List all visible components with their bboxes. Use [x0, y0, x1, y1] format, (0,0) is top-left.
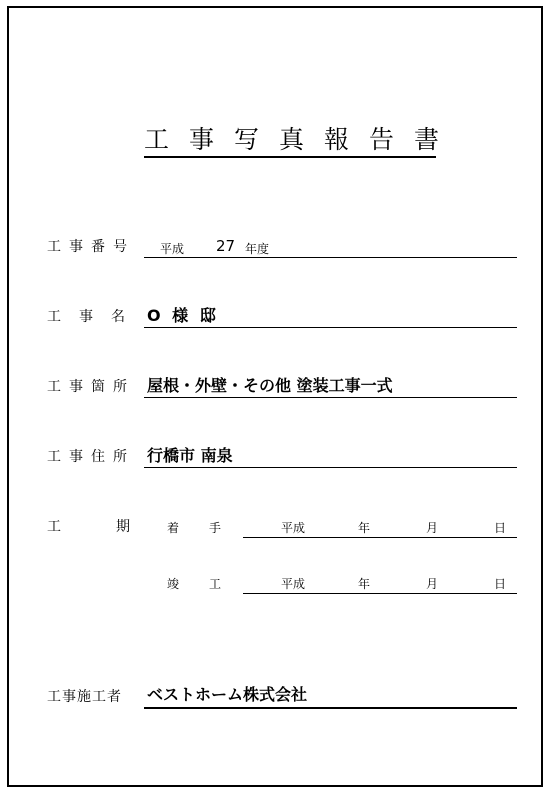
label-project-name: 工事名 [47, 309, 143, 325]
label-period-right: 期 [116, 519, 130, 535]
project-number-underline [144, 257, 517, 258]
project-address-underline [144, 467, 517, 468]
period-end-era: 平成 [281, 577, 306, 591]
period-start-era: 平成 [281, 521, 306, 535]
project-number-year: 27 [216, 237, 236, 255]
period-start-label: 着手 [167, 521, 252, 535]
label-project-address: 工事住所 [47, 449, 135, 465]
project-name-value: O 様 邸 [147, 306, 219, 325]
project-number-suffix: 年度 [245, 242, 270, 256]
period-start-year: 年 [358, 521, 371, 535]
period-start-day: 日 [494, 521, 507, 535]
period-end-day: 日 [494, 577, 507, 591]
period-end-month: 月 [426, 577, 439, 591]
label-contractor: 工事施工者 [47, 689, 122, 705]
period-end-underline [243, 593, 517, 594]
project-name-underline [144, 327, 517, 328]
period-start-underline [243, 537, 517, 538]
contractor-value: ベストホーム株式会社 [147, 685, 308, 704]
project-location-underline [144, 397, 517, 398]
document-title: 工事写真報告書 [144, 124, 436, 158]
period-end-year: 年 [358, 577, 371, 591]
label-project-number: 工事番号 [47, 239, 135, 255]
period-start-month: 月 [426, 521, 439, 535]
label-period-left: 工 [47, 519, 61, 535]
project-number-era: 平成 [160, 242, 185, 256]
project-address-value: 行橋市 南泉 [147, 446, 233, 465]
contractor-underline [144, 707, 517, 709]
period-end-label: 竣工 [167, 577, 252, 591]
project-location-value: 屋根・外壁・その他 塗装工事一式 [147, 376, 393, 395]
label-project-location: 工事箇所 [47, 379, 135, 395]
